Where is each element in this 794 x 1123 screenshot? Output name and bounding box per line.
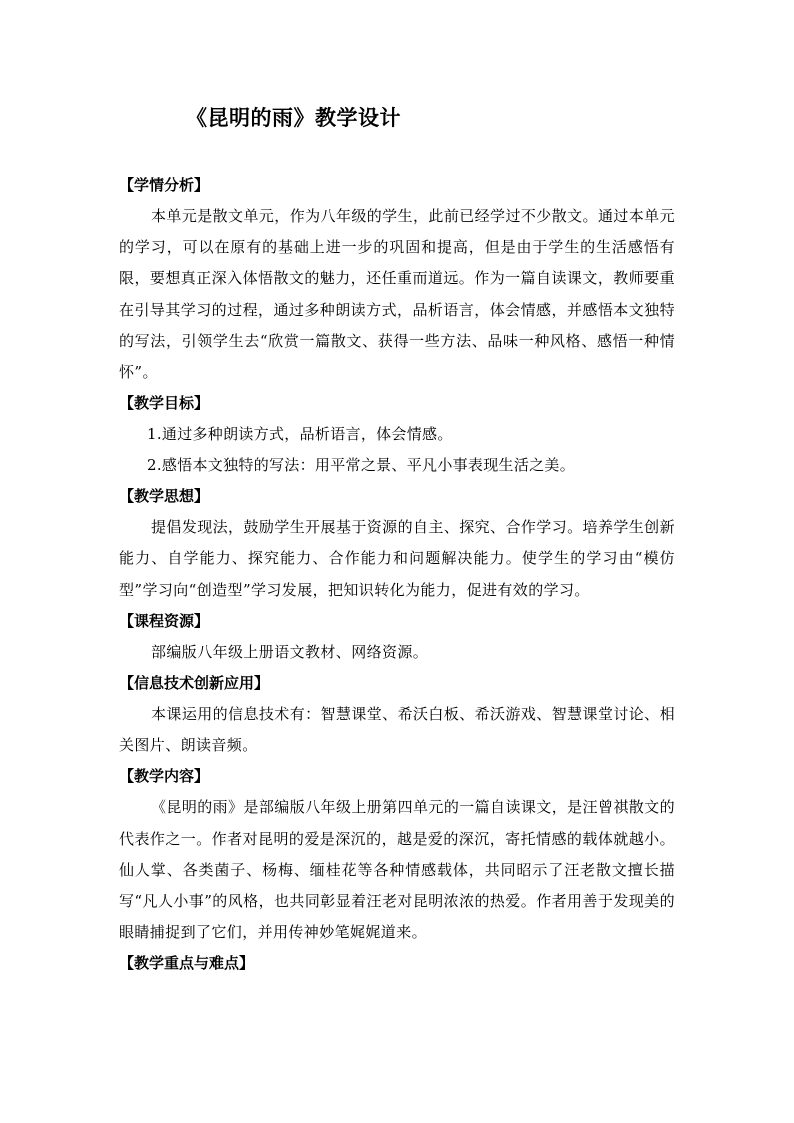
section-teaching-philosophy xyxy=(119,481,675,606)
section-key-points xyxy=(119,948,675,979)
paragraph-it-innovation: 本课运用的信息技术有：智慧课堂、希沃白板、希沃游戏、智慧课堂讨论、相关图片、朗读音频。 xyxy=(119,705,675,755)
section-teaching-goals xyxy=(119,388,675,481)
paragraph-teaching-content: 《昆明的雨》是部编版八年级上册第四单元的一篇自读课文，是汪曾祺散文的代表作之一。作者对昆明的爱是深沉的，越是爱的深沉，寄托情感的载体就越小。仙人掌、各类菌子、杨梅、缅桂花等各种情感载体，共同昭示了汪老散文擅长描写“凡人小事”的风格，也共同彰显着汪老对昆明浓浓的热爱。作者用善于发现美的眼睛捕捉到了它们，并用传神妙笔娓娓道来。 xyxy=(119,798,675,942)
list-item-goal-1: 1.通过多种朗读方式，品析语言，体会情感。 xyxy=(147,425,453,444)
paragraph-learner-analysis: 本单元是散文单元，作为八年级的学生，此前已经学过不少散文。通过本单元的学习，可以在原有的基础上进一步的巩固和提高，但是由于学生的生活感悟有限，要想真正深入体悟散文的魅力，还任重而道远。作为一篇自读课文，教师要重在引导其学习的过程，通过多种朗读方式，品析语言，体会情感，并感悟本文独特的写法，引领学生去“欣赏一篇散文、获得一些方法、品味一种风格、感悟一种情怀”。 xyxy=(119,207,675,382)
paragraph-course-resources: 部编版八年级上册语文教材、网络资源。 xyxy=(151,642,429,661)
document-body xyxy=(119,170,675,979)
section-teaching-content xyxy=(119,761,675,948)
section-it-innovation xyxy=(119,668,675,761)
section-heading-learner-analysis: 【学情分析】 xyxy=(119,176,210,194)
section-heading-it-innovation: 【信息技术创新应用】 xyxy=(119,674,270,693)
section-heading-teaching-philosophy: 【教学思想】 xyxy=(119,487,210,506)
section-heading-teaching-content: 【教学内容】 xyxy=(119,767,210,786)
document-title: 《昆明的雨》教学设计 xyxy=(186,105,401,130)
list-item-goal-2: 2.感悟本文独特的写法：用平常之景、平凡小事表现生活之美。 xyxy=(147,456,576,475)
section-heading-teaching-goals: 【教学目标】 xyxy=(119,394,210,413)
paragraph-teaching-philosophy: 提倡发现法，鼓励学生开展基于资源的自主、探究、合作学习。培养学生创新能力、自学能力、探究能力、合作能力和问题解决能力。使学生的学习由“模仿型”学习向“创造型”学习发展，把知识转化为能力，促进有效的学习。 xyxy=(119,518,675,599)
section-course-resources xyxy=(119,606,675,668)
section-heading-key-points: 【教学重点与难点】 xyxy=(119,954,255,973)
section-learner-analysis xyxy=(119,170,675,388)
section-heading-course-resources: 【课程资源】 xyxy=(119,611,210,630)
